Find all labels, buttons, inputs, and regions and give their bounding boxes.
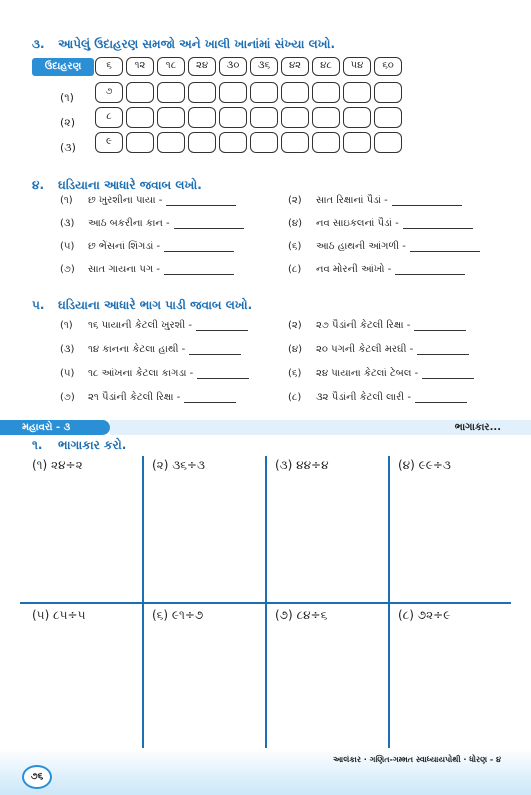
- answer-blank[interactable]: [166, 196, 236, 206]
- answer-row: [95, 132, 402, 153]
- q1-heading: [32, 438, 126, 453]
- q3-heading: [32, 37, 335, 52]
- division-problem: (૧) ૨૪÷૨: [32, 458, 83, 472]
- example-cell: ૬૦: [374, 57, 402, 76]
- answer-cell[interactable]: [157, 82, 185, 103]
- item-text: ૧૮ આંખના કેટલા કાગડા -: [88, 368, 194, 379]
- division-problem: (૨) ૩૬÷૩: [152, 458, 205, 472]
- item-number: (૨): [288, 320, 302, 331]
- answer-cell[interactable]: [219, 132, 247, 153]
- item-number: (૪): [288, 218, 303, 229]
- example-cell: ૪૮: [312, 57, 340, 76]
- answer-cell[interactable]: [219, 82, 247, 103]
- answer-cell[interactable]: [250, 132, 278, 153]
- q4-item: [288, 195, 462, 206]
- q4-item: [60, 264, 234, 275]
- answer-cell[interactable]: [250, 82, 278, 103]
- example-label: ઉદાહરણ: [32, 58, 94, 76]
- answer-blank[interactable]: [395, 265, 465, 275]
- answer-blank[interactable]: [410, 242, 480, 252]
- answer-cell[interactable]: [312, 82, 340, 103]
- q5-item: [288, 392, 467, 403]
- q4-item: [60, 195, 236, 206]
- answer-blank[interactable]: [403, 219, 473, 229]
- q5-item: [60, 392, 236, 403]
- answer-cell[interactable]: [126, 132, 154, 153]
- grid-divider: [265, 456, 267, 754]
- q5-item: [288, 368, 474, 379]
- answer-blank[interactable]: [197, 369, 249, 379]
- item-number: (૩): [60, 218, 75, 229]
- item-text: છ ખુરશીના પાયા -: [88, 195, 163, 206]
- row-label: (૧): [60, 91, 74, 104]
- q3-title: આપેલું ઉદાહરણ સમજો અને ખાલી ખાનાંમાં સંખ્યા લખો.: [58, 37, 336, 51]
- answer-cell[interactable]: [281, 107, 309, 128]
- q3-number: ૩.: [32, 37, 45, 51]
- item-number: (૩): [60, 344, 75, 355]
- example-cell: ૧૮: [157, 57, 185, 76]
- answer-blank[interactable]: [196, 321, 248, 331]
- given-cell: ૮: [95, 107, 123, 128]
- answer-cell[interactable]: [343, 82, 371, 103]
- q1-title: ભાગાકાર કરો.: [58, 438, 127, 452]
- item-text: ૧૬ પાયાની કેટલી ખુરશી -: [88, 320, 192, 331]
- item-number: (૧): [60, 195, 73, 206]
- answer-cell[interactable]: [126, 82, 154, 103]
- q4-title: ઘડિયાના આધારે જવાબ લખો.: [58, 178, 202, 192]
- example-cell: ૩૦: [219, 57, 247, 76]
- answer-blank[interactable]: [164, 242, 234, 252]
- row-label: (૨): [60, 116, 76, 129]
- item-text: ૧૪ કાનના કેટલા હાથી -: [88, 344, 186, 355]
- answer-cell[interactable]: [281, 132, 309, 153]
- q5-item: [288, 320, 466, 331]
- q4-item: [60, 218, 244, 229]
- answer-blank[interactable]: [414, 321, 466, 331]
- q5-item: [60, 320, 248, 331]
- answer-cell[interactable]: [250, 107, 278, 128]
- answer-cell[interactable]: [312, 132, 340, 153]
- q4-item: [288, 264, 465, 275]
- q1-number: ૧.: [32, 438, 43, 452]
- q4-item: [288, 241, 480, 252]
- q4-number: ૪.: [32, 178, 44, 192]
- division-problem: (૩) ૪૪÷૪: [275, 458, 329, 472]
- q5-heading: [32, 298, 252, 313]
- item-number: (૮): [288, 264, 302, 275]
- answer-row: [95, 82, 402, 103]
- division-problem: (૮) ૭૨÷૯: [398, 608, 451, 622]
- item-text: સાત રિક્ષાનાં પૈડાં -: [316, 195, 388, 206]
- division-problem: (૫) ૮૫÷૫: [32, 608, 86, 622]
- page-number: ૭૬: [22, 765, 52, 789]
- item-number: (૬): [288, 368, 302, 379]
- example-cell: ૨૪: [188, 57, 216, 76]
- answer-cell[interactable]: [374, 82, 402, 103]
- item-text: નવ મોરની આંખો -: [316, 264, 392, 275]
- given-cell: ૭: [95, 82, 123, 103]
- q5-number: ૫.: [32, 298, 45, 312]
- answer-cell[interactable]: [374, 132, 402, 153]
- grid-divider: [142, 456, 144, 754]
- answer-row: [95, 107, 402, 128]
- exercise-tag: મહાવરો - ૩: [0, 420, 110, 435]
- division-problem: (૬) ૯૧÷૭: [152, 608, 204, 622]
- item-text: સાત ગાયના પગ -: [88, 264, 160, 275]
- answer-cell[interactable]: [188, 132, 216, 153]
- answer-cell[interactable]: [219, 107, 247, 128]
- q5-title: ઘડિયાના આધારે ભાગ પાડી જવાબ લખો.: [58, 298, 253, 312]
- q4-item: [288, 218, 473, 229]
- division-problem: (૭) ૮૪÷૬: [275, 608, 328, 622]
- answer-cell[interactable]: [188, 107, 216, 128]
- answer-blank[interactable]: [422, 369, 474, 379]
- item-number: (૫): [60, 368, 75, 379]
- division-problem: (૪) ૯૯÷૩: [398, 458, 451, 472]
- grid-divider: [388, 456, 390, 754]
- division-grid: [20, 456, 511, 754]
- example-cell: ૩૬: [250, 57, 278, 76]
- answer-cell[interactable]: [126, 107, 154, 128]
- answer-blank[interactable]: [184, 393, 236, 403]
- answer-blank[interactable]: [189, 345, 241, 355]
- topic-title: ભાગાકાર...: [454, 422, 501, 433]
- item-text: આઠ હાથની આંગળી -: [316, 241, 406, 252]
- q5-item: [60, 368, 249, 379]
- item-text: છ ભેંસનાં શિંગડાં -: [88, 241, 161, 252]
- q4-heading: [32, 178, 202, 193]
- item-number: (૧): [60, 320, 73, 331]
- item-text: ૨૦ પગની કેટલી મરઘી -: [316, 344, 414, 355]
- example-cells: [95, 57, 402, 76]
- item-number: (૫): [60, 241, 75, 252]
- item-text: આઠ બકરીના કાન -: [88, 218, 170, 229]
- answer-cell[interactable]: [343, 132, 371, 153]
- item-text: નવ સાઇકલનાં પૈડાં -: [316, 218, 399, 229]
- item-number: (૨): [288, 195, 302, 206]
- q4-item: [60, 241, 234, 252]
- item-text: ૩૨ પૈડાંની કેટલી લારી -: [316, 392, 411, 403]
- item-number: (૭): [60, 392, 75, 403]
- item-number: (૬): [288, 241, 302, 252]
- answer-cell[interactable]: [312, 107, 340, 128]
- example-cell: ૬: [95, 57, 123, 76]
- example-cell: ૧૨: [126, 57, 154, 76]
- q5-item: [60, 344, 241, 355]
- given-cell: ૯: [95, 132, 123, 153]
- answer-cell[interactable]: [157, 107, 185, 128]
- answer-blank[interactable]: [415, 393, 467, 403]
- item-number: (૮): [288, 392, 302, 403]
- row-label: (૩): [60, 141, 76, 154]
- answer-cell[interactable]: [188, 82, 216, 103]
- footer-text: આલંકાર · ગણિત-ગમ્મત સ્વાધ્યાયપોથી · ધોરણ - ૪: [333, 755, 501, 764]
- example-cell: ૪૨: [281, 57, 309, 76]
- answer-blank[interactable]: [392, 196, 462, 206]
- answer-blank[interactable]: [164, 265, 234, 275]
- answer-cell[interactable]: [343, 107, 371, 128]
- answer-blank[interactable]: [174, 219, 244, 229]
- item-number: (૭): [60, 264, 75, 275]
- q5-item: [288, 344, 469, 355]
- answer-cell[interactable]: [281, 82, 309, 103]
- item-text: ૨૪ પાયાના કેટલાં ટેબલ -: [316, 368, 419, 379]
- answer-cell[interactable]: [157, 132, 185, 153]
- example-cell: ૫૪: [343, 57, 371, 76]
- item-text: ૨૭ પૈડાંની કેટલી રિક્ષા -: [316, 320, 411, 331]
- answer-blank[interactable]: [417, 345, 469, 355]
- answer-cell[interactable]: [374, 107, 402, 128]
- item-text: ૨૧ પૈડાંની કેટલી રિક્ષા -: [88, 392, 181, 403]
- item-number: (૪): [288, 344, 303, 355]
- grid-divider: [20, 602, 511, 604]
